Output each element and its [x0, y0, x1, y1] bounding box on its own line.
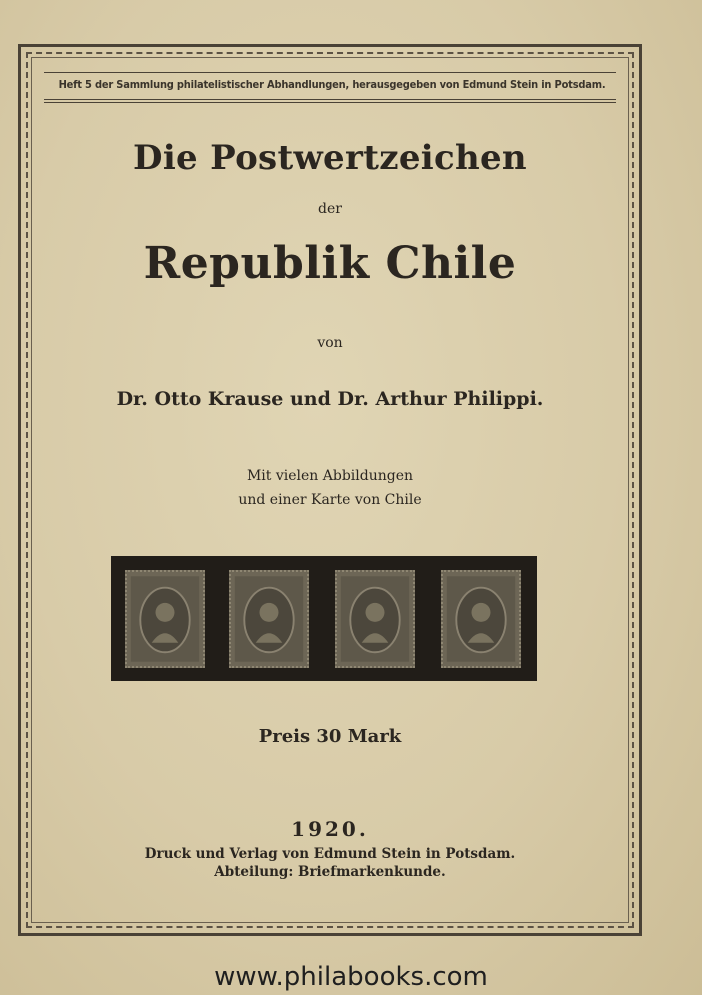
- by-label: von: [317, 335, 343, 351]
- title-line-1: Die Postwertzeichen: [133, 138, 527, 178]
- columbus-stamp-icon: [335, 570, 415, 668]
- series-rule-bottom-2: [44, 102, 616, 103]
- stamp-4-art: [443, 572, 519, 666]
- authors: Dr. Otto Krause und Dr. Arthur Philippi.: [116, 388, 544, 410]
- columbus-stamp-icon: [441, 570, 521, 668]
- series-rule-bottom: [44, 99, 616, 100]
- publication-year: 1920.: [291, 817, 369, 841]
- stamp-3-art: [337, 572, 413, 666]
- columbus-stamp-icon: [229, 570, 309, 668]
- title-line-2: Republik Chile: [143, 238, 517, 289]
- illustrations-note-1: Mit vielen Abbildungen: [246, 468, 414, 484]
- stamp-illustration: [111, 556, 537, 681]
- series-rule-top: [44, 72, 616, 73]
- stamp-2-art: [231, 572, 307, 666]
- inner-border: [31, 57, 629, 923]
- title-connector: der: [318, 201, 342, 217]
- stamp-1-art: [127, 572, 203, 666]
- price: Preis 30 Mark: [258, 726, 402, 747]
- columbus-stamp-icon: [125, 570, 205, 668]
- site-watermark: www.philabooks.com: [214, 962, 488, 992]
- illustrations-note-2: und einer Karte von Chile: [238, 492, 422, 508]
- publisher-imprint: Druck und Verlag von Edmund Stein in Potsdam.: [144, 846, 516, 862]
- series-line: Heft 5 der Sammlung philatelistischer Abhandlungen, herausgegeben von Edmund Stein in Potsdam.: [58, 78, 606, 91]
- publisher-department: Abteilung: Briefmarkenkunde.: [214, 864, 446, 880]
